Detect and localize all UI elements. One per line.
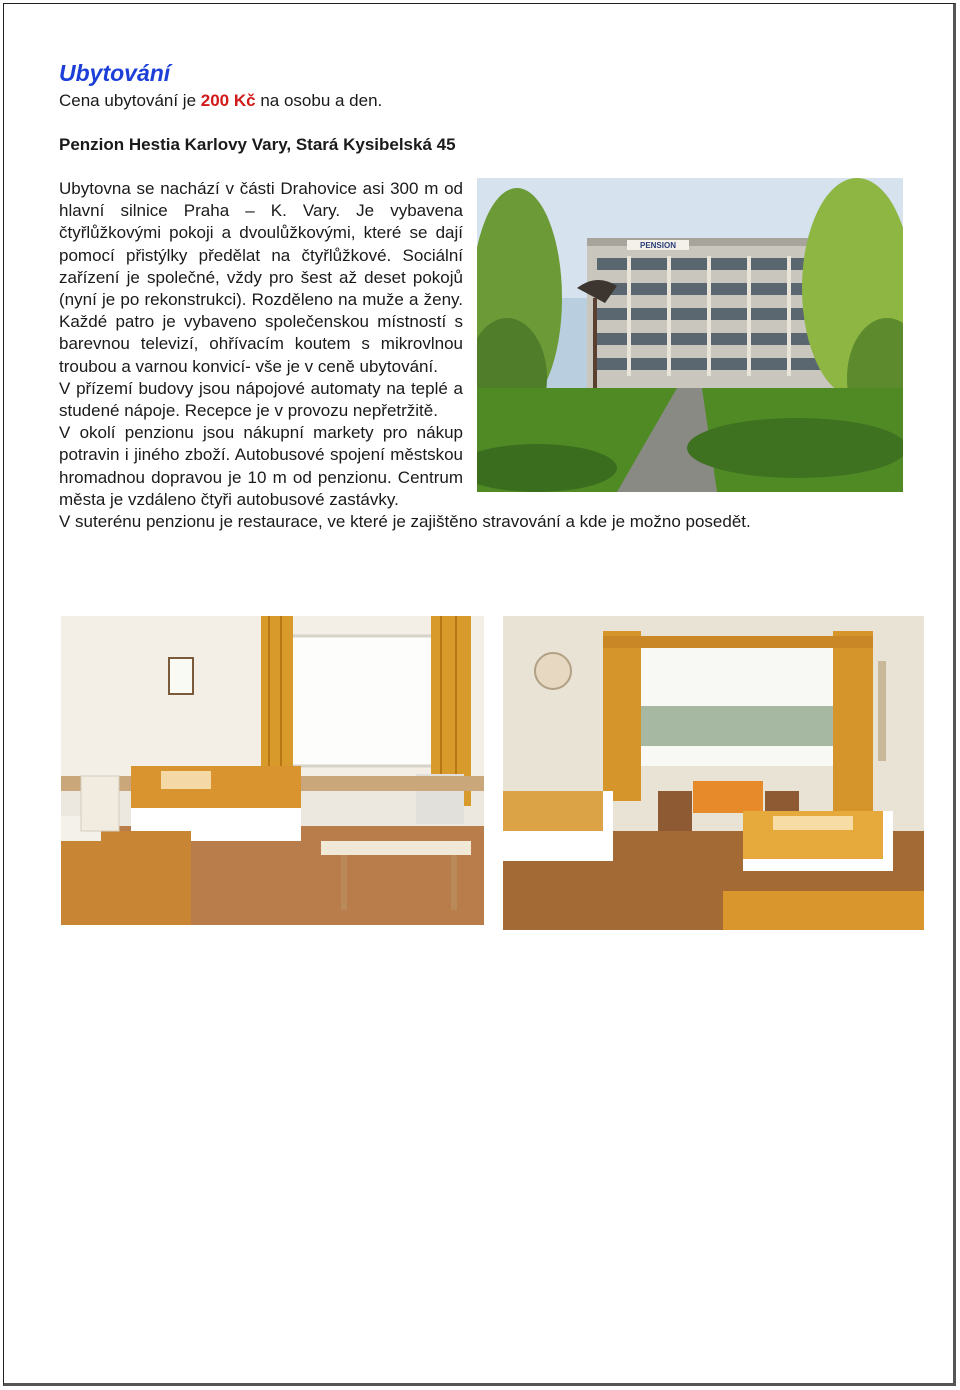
description-section [59,178,903,533]
price-suffix: na osobu a den. [255,91,383,110]
room-photo-1 [61,616,484,925]
document-content [59,58,903,533]
surroundings-paragraph: V okolí penzionu jsou nákupní markety pro nákup potravin i jiného zboží. Autobusové spojení městskou hromadnou dopravou je 10 m od penzionu. Centrum města je vzdáleno čtyři autobusové zastávky. [59,423,463,509]
building-photo-image [477,178,903,492]
description-paragraph: Ubytovna se nachází v části Drahovice asi 300 m od hlavní silnice Praha – K. Vary. Je vybavena čtyřlůžkovými pokoji a dvoulůžkovými, které se dají pomocí přistýlky předělat na čtyřlůžkové. Sociální zařízení je společné, vždy pro šest až deset pokojů (nyní je po rekonstrukci). Rozděleno na muže a ženy. Každé patro je vybaveno společenskou místností s barevnou televizí, ohřívacím koutem s mikrovlnou troubou a varnou konvicí- vše je v ceně ubytování. [59,179,463,376]
price-line [59,90,903,112]
restaurant-paragraph: V suterénu penzionu je restaurace, ve které je zajištěno stravování a kde je možno posedět. [59,512,751,532]
room-photo-2 [503,616,924,930]
price-value: 200 Kč [200,91,256,110]
amenities-paragraph: V přízemí budovy jsou nápojové automaty na teplé a studené nápoje. Recepce je v provozu nepřetržitě. [59,378,463,421]
page-title: Ubytování [59,60,171,86]
price-prefix: Cena ubytování je [59,91,201,110]
building-photo [477,178,903,492]
building-sign: PENSION [639,241,677,250]
room-photo-1-image [61,616,484,925]
room-photo-2-image [503,616,924,930]
address-heading: Penzion Hestia Karlovy Vary, Stará Kysibelská 45 [59,135,456,154]
